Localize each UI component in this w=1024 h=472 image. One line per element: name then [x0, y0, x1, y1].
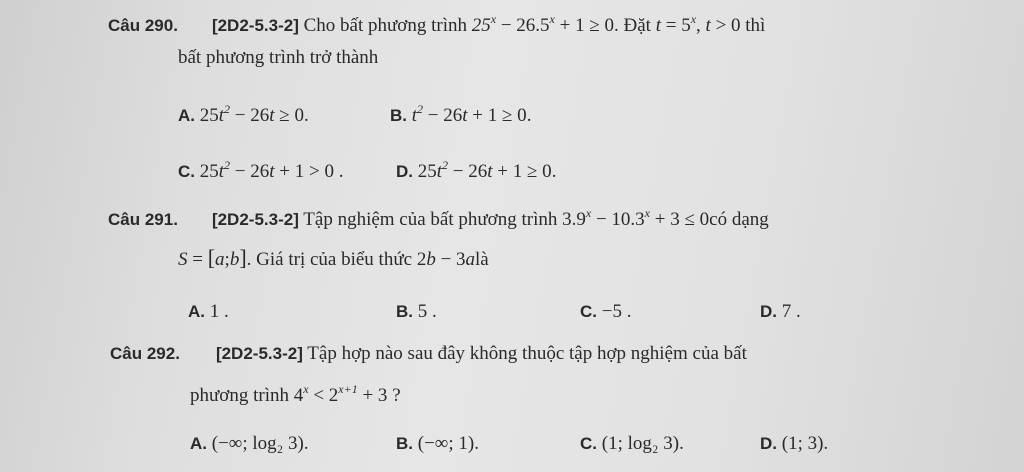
question-stem: ? — [392, 385, 401, 406]
question-code: [2D2-5.3-2] — [211, 16, 299, 35]
inequality: $4^x < 2^{x+1} + 3$ — [293, 382, 388, 406]
question-stem: . Đặt — [614, 15, 651, 36]
question-code: [2D2-5.3-2] — [215, 344, 303, 363]
option-value: (1; log₂ 3). — [601, 433, 684, 454]
question-stem: . Giá trị của biểu thức — [246, 249, 413, 270]
option-value: (−∞; log₂ 3). — [211, 433, 309, 454]
inequality: $25^x - 26.5^x + 1 \ge 0$ — [471, 12, 615, 36]
question-stem: có dạng — [709, 209, 769, 230]
question-290-option-d[interactable] — [396, 160, 556, 184]
substitution: $t = 5^x$, t > 0 — [655, 12, 741, 36]
option-value: $t^2 - 26t + 1 \ge 0$. — [411, 102, 532, 126]
question-code: [2D2-5.3-2] — [211, 210, 299, 229]
option-label: B. — [390, 106, 407, 125]
question-stem: bất phương trình trở thành — [178, 47, 379, 68]
option-label: A. — [188, 302, 205, 321]
option-label: B. — [396, 434, 413, 453]
question-stem: thì — [745, 15, 766, 36]
question-stem: Tập hợp nào sau đây không thuộc tập hợp nghiệm của bất — [307, 343, 747, 364]
option-value: 7 . — [777, 301, 801, 322]
option-value: (−∞; 1). — [417, 433, 479, 454]
option-label: D. — [760, 302, 777, 321]
question-292-option-b[interactable] — [396, 432, 479, 456]
option-label: D. — [760, 434, 777, 453]
solution-set: S = [a;b] — [178, 245, 247, 270]
question-290-line-1 — [108, 14, 765, 38]
question-stem: là — [475, 249, 489, 270]
question-291-line-2 — [178, 246, 489, 272]
option-label: B. — [396, 302, 413, 321]
question-292-option-a[interactable] — [190, 432, 309, 456]
question-291-option-d[interactable] — [760, 300, 801, 324]
option-value: 1 . — [205, 301, 229, 322]
question-290-option-c[interactable] — [178, 160, 343, 184]
question-stem: Cho bất phương trình — [303, 15, 467, 36]
option-label: A. — [190, 434, 207, 453]
question-290-option-a[interactable] — [178, 104, 309, 128]
question-number: Câu 290. — [108, 16, 178, 35]
question-290-line-2 — [178, 46, 378, 70]
option-value: 5 . — [413, 301, 437, 322]
question-290-option-b[interactable] — [390, 104, 531, 128]
question-291-option-c[interactable] — [580, 300, 631, 324]
question-292-option-c[interactable] — [580, 432, 684, 456]
question-291-option-a[interactable] — [188, 300, 229, 324]
option-label: C. — [580, 434, 597, 453]
option-value: −5 . — [597, 301, 632, 322]
inequality: $3.9^x - 10.3^x + 3 \le 0$ — [562, 206, 710, 230]
option-value: $25t^2 - 26t + 1 > 0$ . — [199, 158, 344, 182]
question-stem: Tập nghiệm của bất phương trình — [303, 209, 558, 230]
option-value: $25t^2 - 26t + 1 \ge 0$. — [417, 158, 557, 182]
expression: 2b − 3a — [416, 249, 476, 270]
option-label: C. — [178, 162, 195, 181]
question-292-option-d[interactable] — [760, 432, 828, 456]
option-value: $25t^2 - 26t \ge 0$. — [199, 102, 309, 126]
question-291-option-b[interactable] — [396, 300, 437, 324]
question-292-line-2 — [190, 384, 401, 408]
option-label: D. — [396, 162, 413, 181]
option-label: C. — [580, 302, 597, 321]
question-number: Câu 292. — [110, 344, 180, 363]
question-291-line-1 — [108, 208, 769, 232]
question-292-line-1 — [110, 342, 747, 366]
question-number: Câu 291. — [108, 210, 178, 229]
option-label: A. — [178, 106, 195, 125]
option-value: (1; 3). — [781, 433, 829, 454]
question-stem: phương trình — [190, 385, 289, 406]
